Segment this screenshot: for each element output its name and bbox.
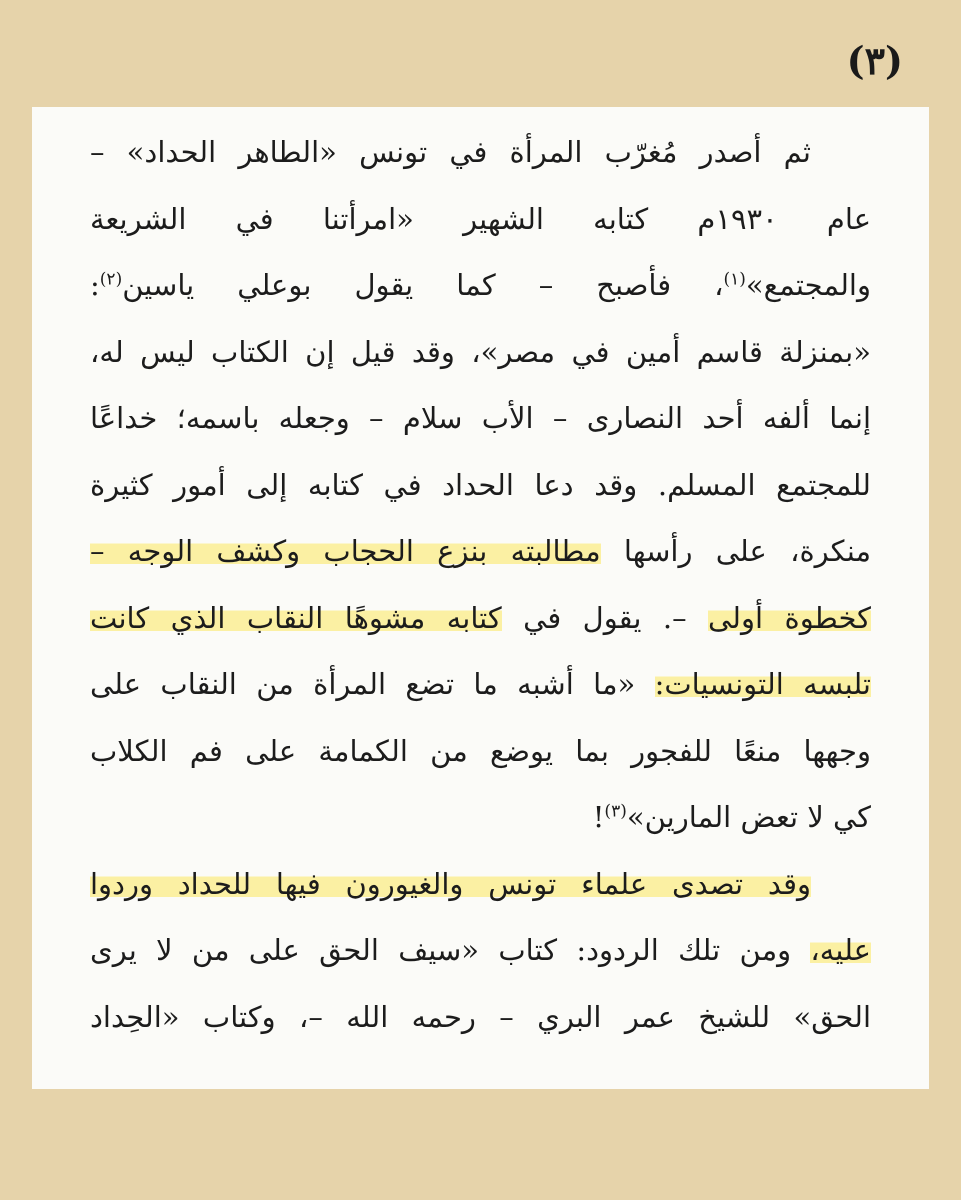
- text-segment: للمجتمع المسلم. وقد دعا الحداد في كتابه إلى أمور كثيرة: [90, 467, 871, 502]
- text-segment: وجهها منعًا للفجور بما يوضع من الكمامة على فم الكلاب: [90, 733, 871, 768]
- text-line: [90, 518, 871, 585]
- text-line: [90, 718, 871, 785]
- highlighted-text: تلبسه التونسيات:: [654, 667, 871, 701]
- highlighted-text: وقد تصدى علماء تونس والغيورون فيها للحداد وردوا: [90, 866, 811, 901]
- highlighted-text: عليه،: [810, 933, 871, 967]
- highlighted-text: كتابه مشوهًا النقاب الذي كانت: [90, 600, 502, 635]
- text-line: [90, 851, 871, 918]
- page-text: [90, 119, 871, 1050]
- paragraph: [90, 119, 871, 851]
- text-segment: ، فأصبح – كما يقول بوعلي ياسين: [122, 268, 724, 302]
- text-segment: الحق» للشيخ عمر البري – رحمه الله –، وكتاب «الحِداد: [90, 999, 871, 1034]
- text-segment: إنما ألفه أحد النصارى – الأب سلام – وجعله باسمه؛ خداعًا: [90, 401, 871, 435]
- text-segment: –. يقول في: [501, 600, 708, 635]
- paragraph: [90, 851, 871, 1051]
- book-page: [32, 107, 929, 1089]
- text-line: [90, 784, 871, 851]
- text-segment: !: [592, 800, 605, 834]
- highlighted-text: مطالبته بنزع الحجاب وكشف الوجه –: [90, 534, 601, 568]
- text-line: [90, 585, 871, 652]
- footnote-marker: (١): [723, 269, 746, 290]
- text-line: [90, 119, 871, 186]
- text-segment: «بمنزلة قاسم أمين في مصر»، وقد قيل إن الكتاب ليس له،: [90, 334, 871, 369]
- text-line: [90, 984, 871, 1051]
- text-line: [90, 452, 871, 519]
- page-number: (٣): [846, 38, 903, 83]
- text-line: [90, 252, 871, 319]
- text-segment: كي لا تعض المارين»: [626, 800, 871, 834]
- text-line: [90, 917, 871, 984]
- highlighted-text: كخطوة أولى: [708, 600, 871, 635]
- text-segment: والمجتمع»: [745, 268, 871, 302]
- text-segment: ثم أصدر مُغرّب المرأة في تونس «الطاهر الحداد» –: [90, 135, 811, 169]
- text-line: [90, 319, 871, 386]
- footnote-marker: (٣): [604, 801, 627, 822]
- text-line: [90, 651, 871, 718]
- text-segment: عام ١٩٣٠م كتابه الشهير «امرأتنا في الشريعة: [90, 201, 871, 236]
- text-segment: منكرة، على رأسها: [600, 534, 871, 568]
- text-segment: :: [90, 268, 100, 302]
- text-segment: «ما أشبه ما تضع المرأة من النقاب على: [90, 667, 655, 701]
- text-segment: ومن تلك الردود: كتاب «سيف الحق على من لا يرى: [90, 933, 811, 967]
- text-line: [90, 186, 871, 253]
- footnote-marker: (٢): [99, 269, 123, 290]
- text-line: [90, 385, 871, 452]
